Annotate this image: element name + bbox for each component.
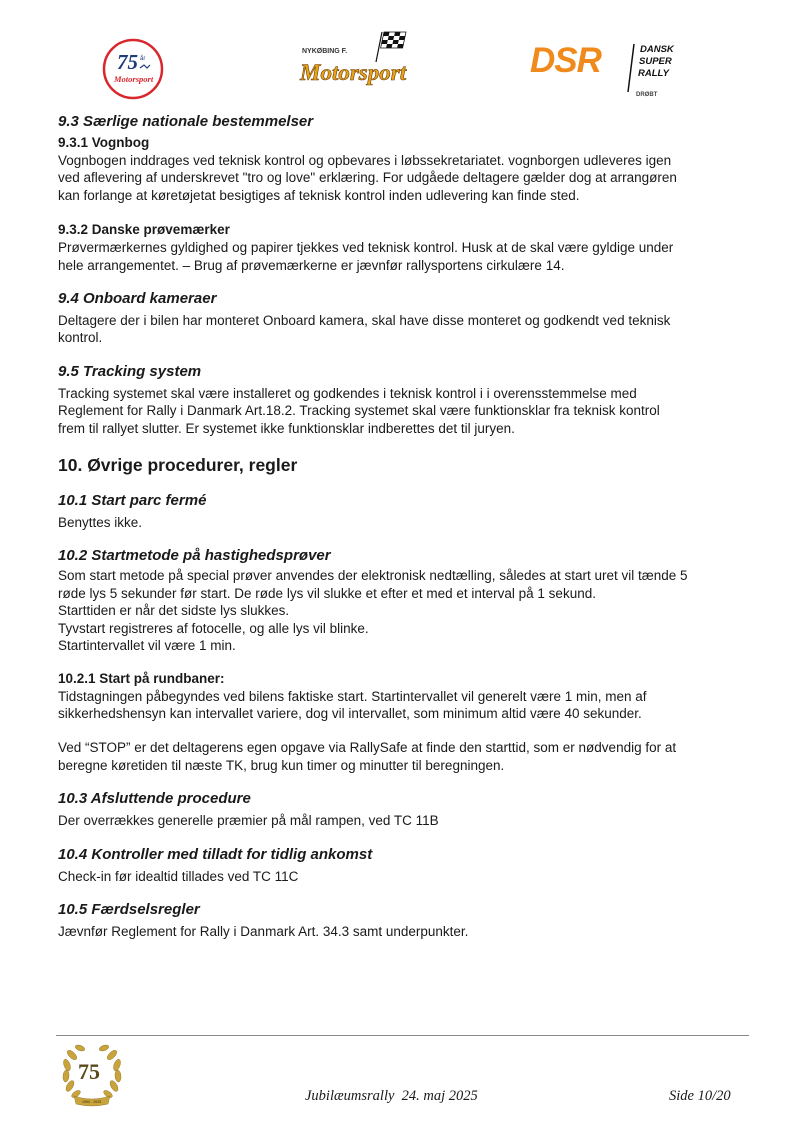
paragraph-line: Tracking systemet skal være installeret og godkendes i teknisk kontrol i i overensstemmelse med <box>58 385 637 401</box>
paragraph-line: kan forlange at køretøjetat besigtiges af teknisk kontrol inden udlevering kan finde sted. <box>58 187 580 203</box>
paragraph-line: Ved “STOP” er det deltagerens egen opgave via RallySafe at finde den starttid, som er nødvendig for at <box>58 740 677 756</box>
footer-divider <box>56 1035 749 1036</box>
checkered-flag-icon <box>376 32 406 62</box>
wreath-75-logo <box>56 1038 128 1110</box>
logo-75-name: Motorsport <box>114 74 154 84</box>
section-9-5-heading: 9.5 Tracking system <box>58 362 202 380</box>
paragraph-line: Tyvstart registreres af fotocelle, og alle lys vil blinke. <box>58 620 369 636</box>
paragraph-line: frem til rallyet slutter. Er systemet ikke funktionsklar indberettes det til juryen. <box>58 420 515 436</box>
section-9-3-heading: 9.3 Særlige nationale bestemmelser <box>58 113 314 130</box>
logo-dsr-line-1: DANSK <box>640 44 674 55</box>
logo-dsr-sponsor: DRØBT <box>636 92 658 98</box>
paragraph-line: Jævnfør Reglement for Rally i Danmark Art. 34.3 samt underpunkter. <box>58 923 469 939</box>
paragraph-line: hele arrangementet. – Brug af prøvemærkerne er jævnfør rallysportens cirkulære 14. <box>58 257 565 273</box>
section-10-1-heading: 10.1 Start parc fermé <box>58 492 207 510</box>
paragraph-line: Prøvermærkernes gyldighed og papirer tjekkes ved teknisk kontrol. Husk at de skal være gyldige under <box>58 240 674 256</box>
logo-75-number: 75 <box>117 50 138 74</box>
logo-dsr-letters: DSR <box>530 41 601 80</box>
subsection-9-3-1-heading: 9.3.1 Vognbog <box>58 135 150 150</box>
footer-page-number: Side 10/20 <box>669 1088 731 1104</box>
paragraph-line: sikkerhedshensyn kan intervallet variere, dog vil intervallet, som minimum altid være 40 sekunder. <box>58 705 642 721</box>
footer-event: Jubilæumsrally 24. maj 2025 <box>305 1088 478 1104</box>
logo-75-suffix: år <box>140 56 146 62</box>
section-10-2-heading: 10.2 Startmetode på hastighedsprøver <box>58 547 331 565</box>
logo-dsr-line-3: RALLY <box>638 68 669 79</box>
logo-dansk-super-rally <box>528 38 698 102</box>
page-header <box>0 0 800 110</box>
logo-75-years <box>102 38 164 100</box>
chapter-10-heading: 10. Øvrige procedurer, regler <box>58 455 298 476</box>
logo-motorsport-word: Motorsport <box>300 60 407 85</box>
section-10-4-heading: 10.4 Kontroller med tilladt for tidlig ankomst <box>58 845 373 863</box>
paragraph-line: Check-in før idealtid tillades ved TC 11C <box>58 868 299 884</box>
wreath-ribbon-text: 1950 - 2025 <box>82 1100 102 1104</box>
section-10-5-heading: 10.5 Færdselsregler <box>58 900 200 918</box>
subsection-10-2-1-heading: 10.2.1 Start på rundbaner: <box>58 670 225 686</box>
subsection-9-3-2-heading: 9.3.2 Danske prøvemærker <box>58 222 230 238</box>
paragraph-line: ved aflevering af underskrevet "tro og love" erklæring. For udgåede deltagere gælder dog at arrangøren <box>58 170 677 186</box>
logo-dsr-line-2: SUPER <box>639 56 672 67</box>
section-9-4-heading: 9.4 Onboard kameraer <box>58 290 217 308</box>
paragraph-line: Der overrækkes generelle præmier på mål rampen, ved TC 11B <box>58 813 439 829</box>
logo-motorsport <box>298 28 414 100</box>
paragraph-line: Vognbogen inddrages ved teknisk kontrol og opbevares i løbssekretariatet. vognborgen udleveres igen <box>58 153 672 168</box>
paragraph-line: Tidstagningen påbegyndes ved bilens faktiske start. Startintervallet vil generelt være 1 min, men af <box>58 688 647 704</box>
wreath-number: 75 <box>78 1059 100 1084</box>
paragraph-line: beregne køretiden til næste TK, brug kun timer og minutter til beregningen. <box>58 757 505 773</box>
paragraph-line: røde lys 5 sekunder før start. De røde lys vil slukke et efter et med et interval på 1 sekund. <box>58 585 596 601</box>
paragraph-line: Startintervallet vil være 1 min. <box>58 638 236 654</box>
section-10-3-heading: 10.3 Afsluttende procedure <box>58 790 251 808</box>
paragraph-line: Som start metode på special prøver anvendes der elektronisk nedtælling, således at start uret vil tænde 5 <box>58 568 688 584</box>
logo-motorsport-top: NYKØBING F. <box>302 48 348 55</box>
document-body <box>58 112 748 940</box>
paragraph-line: Deltagere der i bilen har monteret Onboard kamera, skal have disse monteret og godkendt ved teknisk <box>58 313 671 329</box>
paragraph-line: Benyttes ikke. <box>58 515 143 531</box>
paragraph-line: Starttiden er når det sidste lys slukkes. <box>58 603 290 619</box>
paragraph-line: Reglement for Rally i Danmark Art.18.2. Tracking systemet skal være funktionsklar fra teknisk kontrol <box>58 403 660 419</box>
paragraph-line: kontrol. <box>58 330 103 346</box>
